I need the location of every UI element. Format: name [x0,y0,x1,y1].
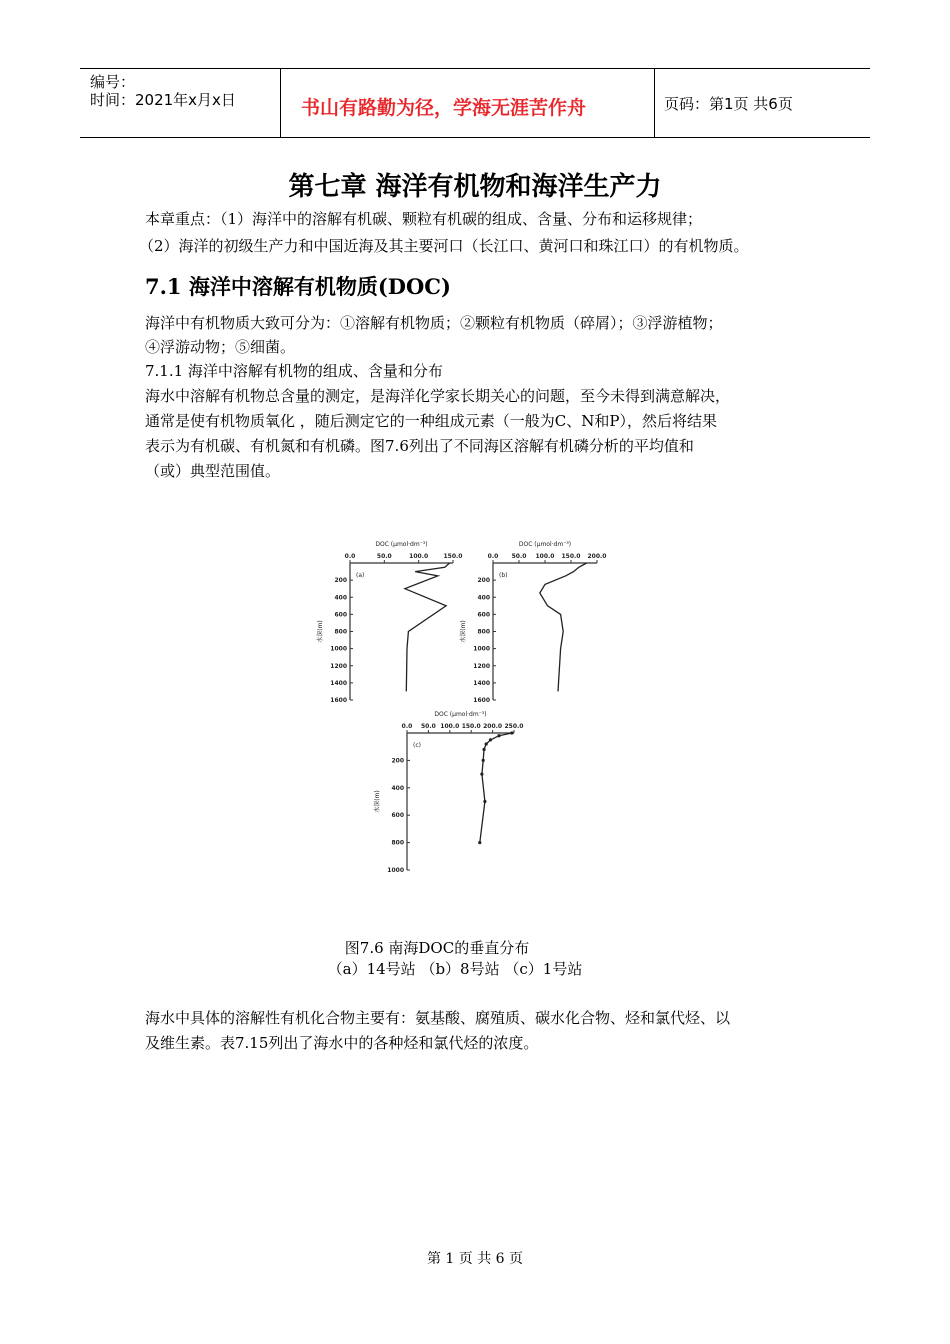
header-time: 时间：2021年x月x日 [90,91,236,109]
para-2-line-1: 海水中溶解有机物总含量的测定，是海洋化学家长期关心的问题，至今未得到满意解决， [145,387,731,405]
x-tick-label: 150.0 [443,553,463,560]
x-axis-label: DOC (μmol·dm⁻³) [375,541,428,548]
y-tick-label: 800 [334,628,347,636]
y-tick-label: 1000 [330,645,347,653]
intro-line-2: （2）海洋的初级生产力和中国近海及其主要河口（长江口、黄河口和珠江口）的有机物质。 [139,237,749,255]
header-page-number: 页码：第1页 共6页 [664,95,793,113]
para-2-line-2: 通常是使有机物质氧化 ，随后测定它的一种组成元素（一般为C、N和P），然后将结果 [145,412,717,430]
x-tick-label: 150.0 [461,723,481,730]
para-2-line-3: 表示为有机碳、有机氮和有机磷。图7.6列出了不同海区溶解有机磷分析的平均值和 [145,437,694,455]
y-axis-label: 水深(m) [460,620,467,643]
y-tick-label: 1400 [330,679,347,687]
y-tick-label: 1200 [330,662,347,670]
y-tick-label: 1000 [387,867,404,874]
header-motto: 书山有路勤为径，学海无涯苦作舟 [301,97,587,119]
y-tick-label: 1600 [473,697,490,704]
x-tick-label: 50.0 [511,553,527,560]
intro-line-1: 本章重点：（1）海洋中的溶解有机碳、颗粒有机碳的组成、含量、分布和运移规律； [145,210,703,228]
para-3-line-1: 海水中具体的溶解性有机化合物主要有：氨基酸、腐殖质、碳水化合物、烃和氯代烃、以 [145,1009,731,1027]
y-tick-label: 1600 [330,697,347,704]
doc-profile-point [485,742,488,745]
subsection-heading: 7.1.1 海洋中溶解有机物的组成、含量和分布 [145,362,443,380]
figure-subcaption: （a）14号站 （b）8号站 （c）1号站 [327,960,583,978]
y-tick-label: 1400 [473,679,490,687]
doc-profile-point [482,748,485,751]
chapter-title: 第七章 海洋有机物和海洋生产力 [288,172,662,202]
para-2-line-4: （或）典型范围值。 [145,462,281,480]
x-tick-label: 200.0 [483,723,503,730]
y-tick-label: 800 [391,839,404,847]
y-tick-label: 800 [477,628,490,636]
x-tick-label: 150.0 [561,553,581,560]
doc-profile-point [489,738,492,741]
y-tick-label: 200 [391,757,404,765]
doc-profile-point [482,759,485,762]
doc-profile-point [497,734,500,737]
doc-profile-point [478,841,481,844]
x-tick-label: 100.0 [535,553,555,560]
y-tick-label: 400 [477,594,490,602]
y-tick-label: 200 [334,577,347,585]
x-tick-label: 0.0 [487,553,499,560]
y-tick-label: 600 [477,611,490,619]
panel-label: (b) [499,572,508,579]
y-tick-label: 1200 [473,662,490,670]
doc-profile-point [480,773,483,776]
y-axis-label: 水深(m) [317,620,324,643]
y-tick-label: 600 [334,611,347,619]
para-1-line-1: 海洋中有机物质大致可分为：①溶解有机物质；②颗粒有机物质（碎屑）；③浮游植物； [145,314,723,332]
doc-profile-line [405,563,450,691]
x-tick-label: 100.0 [409,553,429,560]
y-tick-label: 200 [477,577,490,585]
para-3-line-2: 及维生素。表7.15列出了海水中的各种烃和氯代烃的浓度。 [145,1034,539,1052]
header-number: 编号： [90,73,136,91]
x-axis-label: DOC (μmol·dm⁻³) [434,711,487,718]
x-tick-label: 100.0 [440,723,460,730]
page-footer: 第 1 页 共 6 页 [426,1251,524,1267]
para-1-line-2: ④浮游动物；⑤细菌。 [145,338,296,356]
figure-caption: 图7.6 南海DOC的垂直分布 [344,939,530,957]
x-tick-label: 200.0 [587,553,607,560]
panel-label: (a) [356,572,365,579]
x-tick-label: 0.0 [401,723,413,730]
y-tick-label: 400 [334,594,347,602]
x-axis-label: DOC (μmol·dm⁻³) [518,541,572,548]
y-tick-label: 400 [391,784,404,792]
doc-profile-line [540,563,587,691]
x-tick-label: 250.0 [504,723,524,730]
x-tick-label: 50.0 [420,723,436,730]
y-tick-label: 600 [391,812,404,820]
y-tick-label: 1000 [473,645,490,653]
y-axis-label: 水深(m) [374,790,381,813]
section-heading: 7.1 海洋中溶解有机物质(DOC) [145,274,451,299]
doc-profile-point [510,731,513,734]
x-tick-label: 50.0 [376,553,392,560]
x-tick-label: 0.0 [344,553,356,560]
panel-label: (c) [413,742,421,749]
doc-profile-point [483,800,486,803]
